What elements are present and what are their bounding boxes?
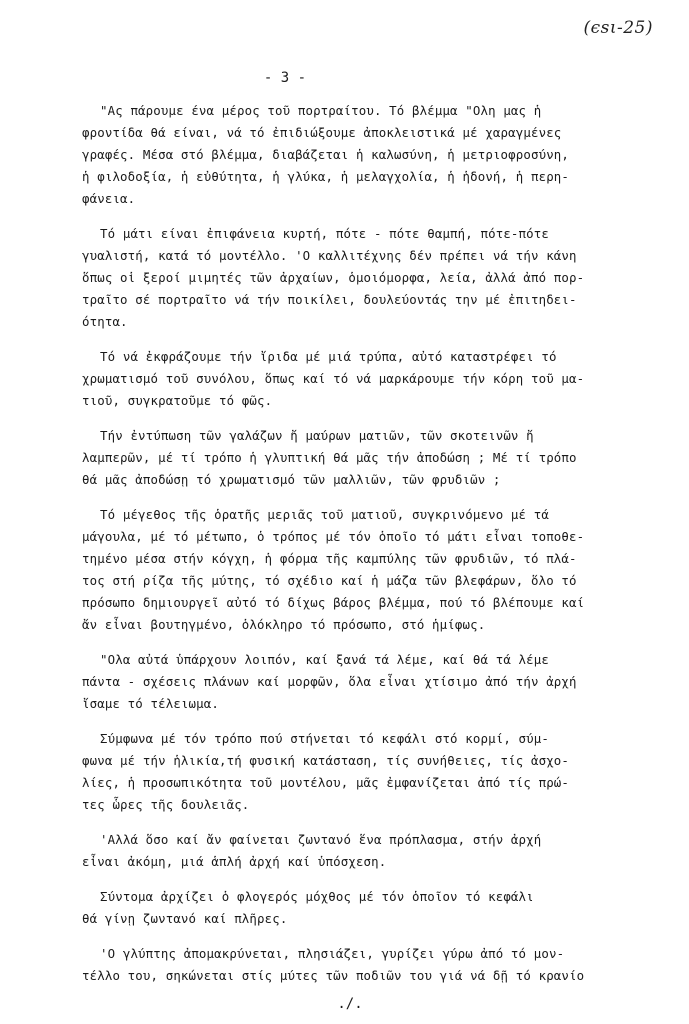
paragraph: [82, 346, 667, 412]
text-line: πρόσωπο δημιουργεῖ αὐτό τό δίχως βάρος βλέμμα, πού τό βλέπουμε καί: [82, 595, 585, 610]
paragraph: [82, 829, 667, 873]
text-line: 'Αλλά ὅσο καί ἄν φαίνεται ζωντανό ἕνα πρόπλασμα, στήν ἀρχή: [100, 832, 542, 847]
text-line: Σύμφωνα μέ τόν τρόπο πού στήνεται τό κεφάλι στό κορμί, σύμ-: [100, 731, 549, 746]
text-line: θά μᾶς ἀποδώσῃ τό χρωματισμό τῶν μαλλιῶν, τῶν φρυδιῶν ;: [82, 472, 501, 487]
page-number: - 3 -: [263, 70, 307, 86]
paragraph: [82, 504, 667, 636]
text-line: εἶναι ἀκόμη, μιά ἁπλή ἀρχή καί ὑπόσχεση.: [82, 854, 387, 869]
text-line: φωνα μέ τήν ἡλικία,τή φυσική κατάσταση, τίς συνήθειες, τίς ἀσχο-: [82, 753, 570, 768]
text-line: ἄν εἶναι βουτηγμένο, ὁλόκληρο τό πρόσωπο, στό ἡμίφως.: [82, 617, 486, 632]
text-line: Σύντομα ἀρχίζει ὁ φλογερός μόχθος μέ τόν ὁποῖον τό κεφάλι: [100, 889, 534, 904]
text-line: ἴσαμε τό τέλειωμα.: [82, 696, 219, 711]
text-line: τος στή ρίζα τῆς μύτης, τό σχέδιο καί ἡ μάζα τῶν βλεφάρων, ὅλο τό: [82, 573, 577, 588]
text-line: φάνεια.: [82, 191, 136, 206]
continuation-mark: ./.: [337, 996, 363, 1012]
text-line: Τό μέγεθος τῆς ὁρατῆς μεριᾶς τοῦ ματιοῦ, συγκρινόμενο μέ τά: [100, 507, 549, 522]
text-line: 'Ο γλύπτης ἀπομακρύνεται, πλησιάζει, γυρίζει γύρω ἀπό τό μον-: [100, 946, 565, 961]
text-line: ότητα.: [82, 314, 128, 329]
text-line: θά γίνῃ ζωντανό καί πλῆρες.: [82, 911, 288, 926]
text-line: τημένο μέσα στήν κόγχη, ἡ φόρμα τῆς καμπύλης τῶν φρυδιῶν, τό πλά-: [82, 551, 577, 566]
text-line: Τό μάτι είναι ἐπιφάνεια κυρτή, πότε - πότε θαμπή, πότε-πότε: [100, 226, 549, 241]
paragraph: [82, 886, 667, 930]
text-line: ἡ φιλοδοξία, ἡ εὐθύτητα, ἡ γλύκα, ἡ μελαγχολία, ἡ ἡδονή, ἡ περη-: [82, 169, 570, 184]
text-line: "Ολα αὐτά ὑπάρχουν λοιπόν, καί ξανά τά λέμε, καί θά τά λέμε: [100, 652, 549, 667]
paragraph: [82, 728, 667, 816]
paragraph: [82, 100, 667, 210]
text-line: ὅπως οἱ ξεροί μιμητές τῶν ἀρχαίων, ὁμοιόμορφα, λεία, ἀλλά ἀπό πορ-: [82, 270, 585, 285]
text-line: χρωματισμό τοῦ συνόλου, ὅπως καί τό νά μαρκάρουμε τήν κόρη τοῦ μα-: [82, 371, 585, 386]
body-text: [82, 100, 667, 1000]
text-line: Τήν ἐντύπωση τῶν γαλάζων ἤ μαύρων ματιῶν, τῶν σκοτεινῶν ἤ: [100, 428, 534, 443]
paragraph: [82, 943, 667, 987]
text-line: λαμπερῶν, μέ τί τρόπο ἡ γλυπτική θά μᾶς τήν ἀποδώση ; Μέ τί τρόπο: [82, 450, 577, 465]
text-line: γραφές. Μέσα στό βλέμμα, διαβάζεται ἡ καλωσύνη, ἡ μετριοφροσύνη,: [82, 147, 570, 162]
text-line: τες ὧρες τῆς δουλειᾶς.: [82, 797, 250, 812]
text-line: τιοῦ, συγκρατοῦμε τό φῶς.: [82, 393, 273, 408]
text-line: "Ας πάρουμε ένα μέρος τοῦ πορτραίτου. Τό βλέμμα "Ολη μας ἡ: [100, 103, 542, 118]
text-line: γυαλιστή, κατά τό μοντέλλο. 'Ο καλλιτέχνης δέν πρέπει νά τήν κάνη: [82, 248, 577, 263]
text-line: τέλλο του, σηκώνεται στίς μύτες τῶν ποδιῶν του γιά νά δῇ τό κρανίο: [82, 968, 585, 983]
text-line: πάντα - σχέσεις πλάνων καί μορφῶν, ὅλα εἶναι χτίσιμο ἀπό τήν ἀρχή: [82, 674, 577, 689]
text-line: τραῖτο σέ πορτραῖτο νά τήν ποικίλει, δουλεύοντάς την μέ ἐπιτηδει-: [82, 292, 577, 307]
text-line: Τό νά ἐκφράζουμε τήν ἴριδα μέ μιά τρύπα, αὐτό καταστρέφει τό: [100, 349, 557, 364]
text-line: φροντίδα θά είναι, νά τό ἐπιδιώξουμε ἀποκλειστικά μέ χαραγμένες: [82, 125, 562, 140]
text-line: μάγουλα, μέ τό μέτωπο, ὁ τρόπος μέ τόν ὁποῖο τό μάτι εἶναι τοποθε-: [82, 529, 585, 544]
paragraph: [82, 223, 667, 333]
text-line: λίες, ἡ προσωπικότητα τοῦ μοντέλου, μᾶς ἐμφανίζεται ἀπό τίς πρώ-: [82, 775, 570, 790]
handwritten-reference-note: (ϵsι-25): [583, 18, 653, 38]
paragraph: [82, 425, 667, 491]
paragraph: [82, 649, 667, 715]
